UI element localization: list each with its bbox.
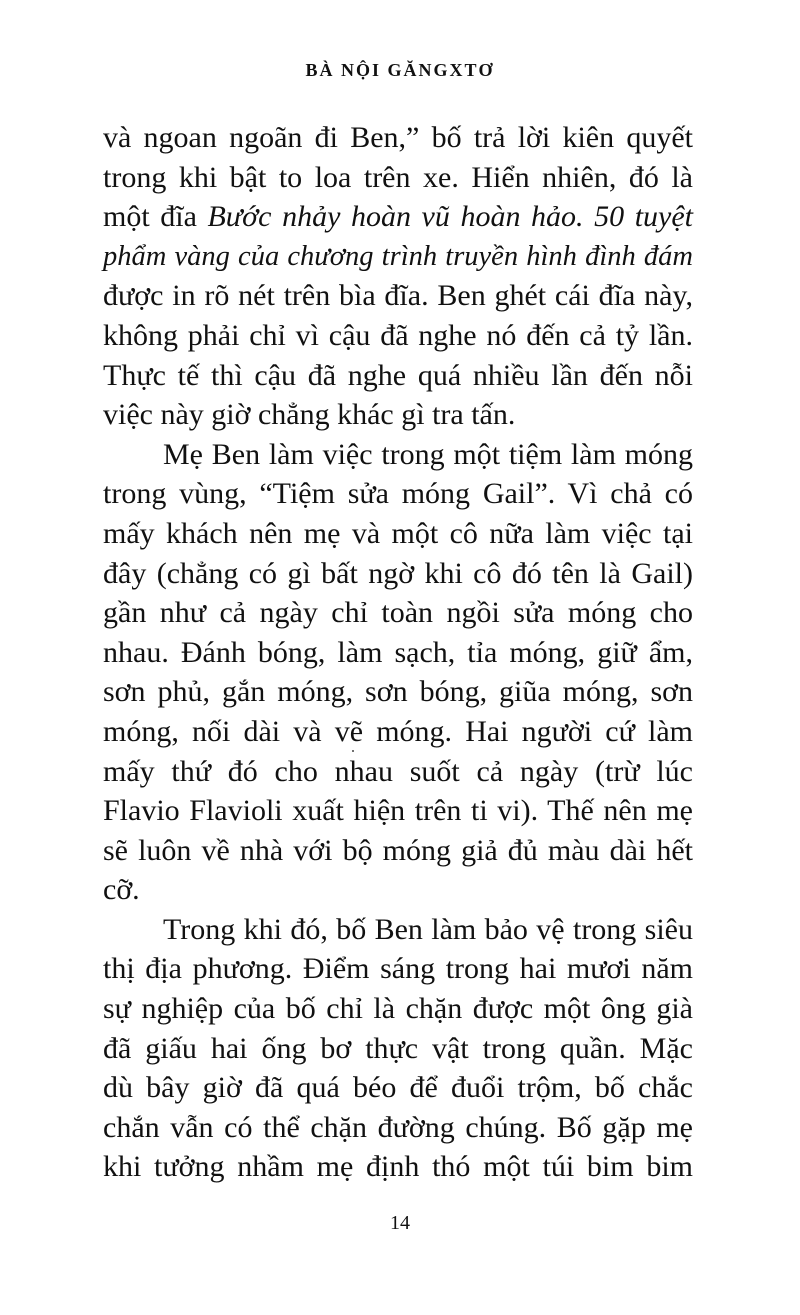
text-line: gần như cả ngày chỉ toàn ngồi sửa móng cho [103,596,693,630]
text-line: việc này giờ chẳng khác gì tra tấn. [103,398,516,432]
text-line [103,197,693,237]
text-line: trong vùng, “Tiệm sửa móng Gail”. Vì chả có [103,477,693,511]
text-line: Trong khi đó, bố Ben làm bảo vệ trong siêu [163,912,693,946]
running-header: BÀ NỘI GĂNGXTƠ [305,60,495,80]
text-line: chắn vẫn có thể chặn đường chúng. Bố gặp mẹ [103,1110,693,1144]
paragraph [103,118,693,435]
text-line: mấy khách nên mẹ và một cô nữa làm việc tại [103,516,693,550]
body-text [103,118,693,1187]
text-line: cỡ. [103,873,140,907]
text-line: Mẹ Ben làm việc trong một tiệm làm móng [163,437,693,471]
paragraph [103,435,693,910]
text-line: nhau. Đánh bóng, làm sạch, tỉa móng, giữ ẩm, [103,635,693,669]
text-segment: một đĩa Bước nhảy hoàn vũ hoàn hảo. 50 tuyệt [103,200,693,234]
print-speck [352,750,354,752]
text-line: không phải chỉ vì cậu đã nghe nó đến cả tỷ lần. [103,318,693,352]
text-line: sẽ luôn về nhà với bộ móng giả đủ màu dài hết [103,833,693,867]
text-line: Thực tế thì cậu đã nghe quá nhiều lần đến nỗi [103,358,693,392]
text-line: phẩm vàng của chương trình truyền hình đình đám [103,240,693,272]
text-line: và ngoan ngoãn đi Ben,” bố trả lời kiên quyết [103,121,693,154]
text-line: đã giấu hai ống bơ thực vật trong quần. Mặc [103,1031,693,1065]
page-number: 14 [390,1212,410,1234]
text-line: móng, nối dài và vẽ móng. Hai người cứ làm [103,714,693,748]
text-line: trong khi bật to loa trên xe. Hiển nhiên, đó là [103,160,693,194]
text-line: mấy thứ đó cho nhau suốt cả ngày (trừ lúc [103,754,693,788]
text-line: đây (chẳng có gì bất ngờ khi cô đó tên là Gail) [103,556,693,590]
text-line: được in rõ nét trên bìa đĩa. Ben ghét cái đĩa này, [103,279,693,313]
text-line: thị địa phương. Điểm sáng trong hai mươi năm [103,952,693,986]
text-line: sơn phủ, gắn móng, sơn bóng, giũa móng, sơn [103,675,693,709]
paragraph [103,910,693,1187]
text-line: khi tưởng nhầm mẹ định thó một túi bim bim [103,1150,693,1184]
text-line: dù bây giờ đã quá béo để đuổi trộm, bố chắc [103,1071,693,1105]
text-line: sự nghiệp của bố chỉ là chặn được một ông già [103,992,693,1026]
text-line: Flavio Flavioli xuất hiện trên ti vi). Thế nên mẹ [103,794,693,828]
